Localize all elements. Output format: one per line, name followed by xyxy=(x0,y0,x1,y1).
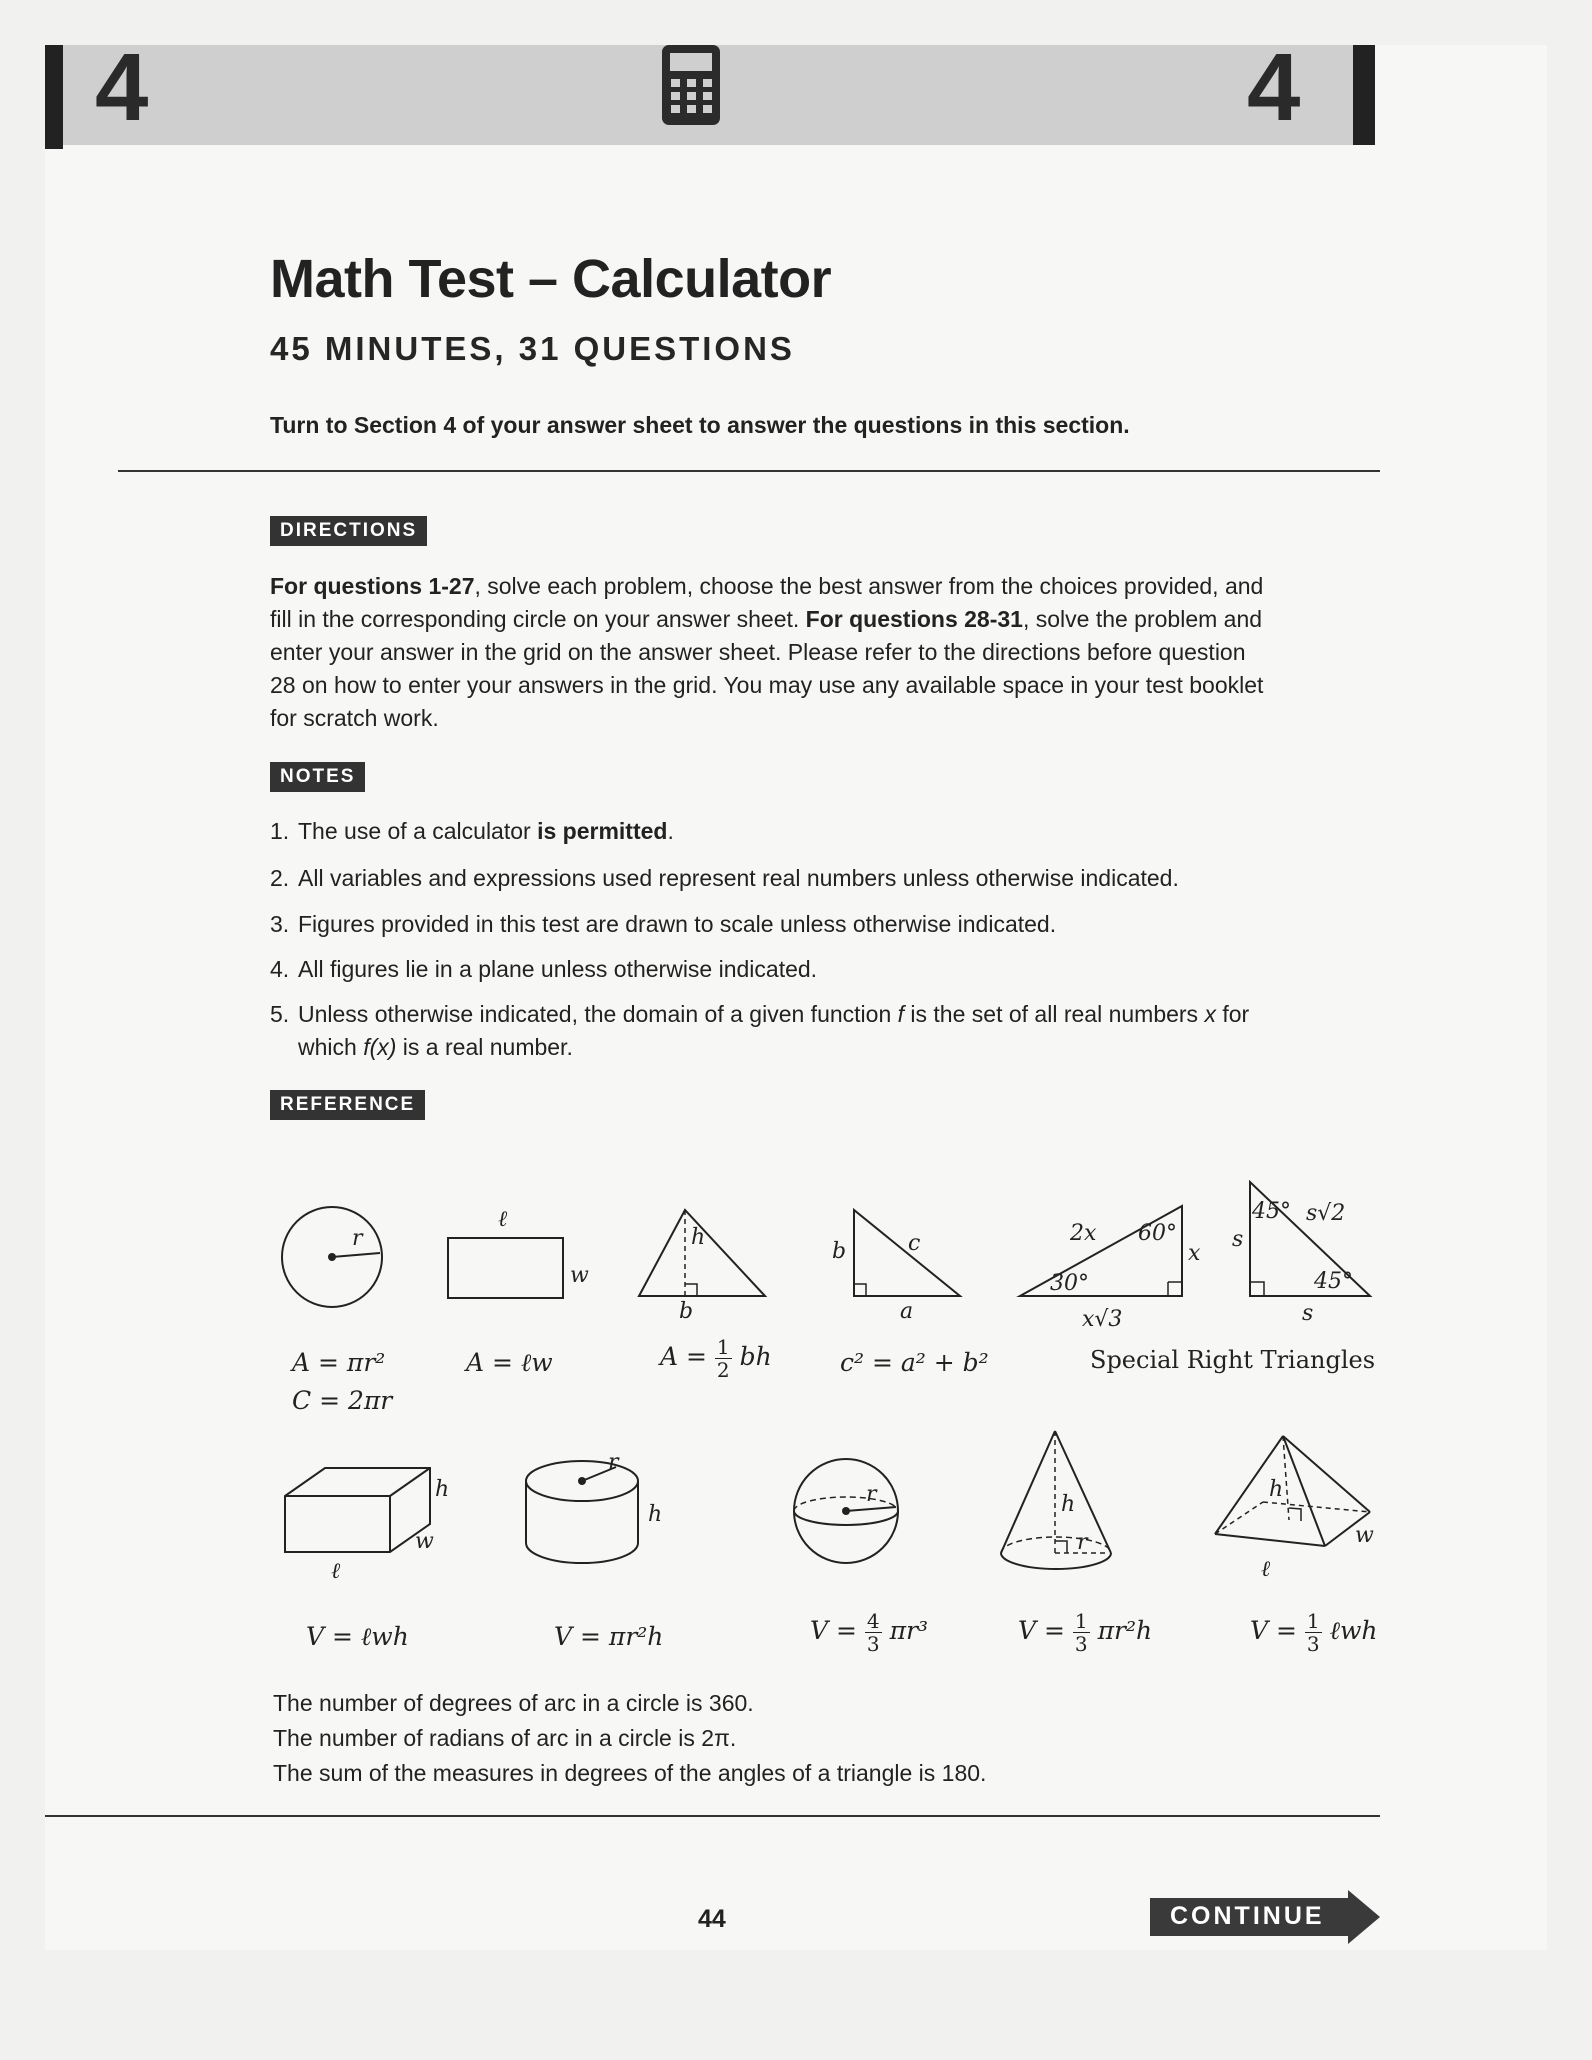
note-text: All variables and expressions used represent real numbers unless otherwise indicated. xyxy=(298,865,1179,891)
fraction-denominator: 2 xyxy=(716,1358,730,1382)
fraction-denominator: 3 xyxy=(1306,1632,1320,1656)
note-text: for xyxy=(1215,1001,1250,1027)
note-number: 5. xyxy=(270,1001,290,1027)
fraction-numerator: 1 xyxy=(1074,1609,1088,1633)
box-volume-formula: V = ℓwh xyxy=(306,1622,409,1651)
sphere-volume-formula xyxy=(810,1610,928,1655)
note-text: is the set of all real numbers xyxy=(904,1001,1205,1027)
label-2x: 2x xyxy=(1070,1221,1097,1246)
cylinder-volume-formula: V = πr²h xyxy=(554,1622,664,1651)
right-triangle-figure xyxy=(820,1200,980,1320)
note-1 xyxy=(270,815,1320,848)
note-number: 1. xyxy=(270,818,290,844)
note-italic: x xyxy=(1204,1001,1216,1027)
label-h: h xyxy=(435,1477,450,1502)
reference-label: REFERENCE xyxy=(270,1090,425,1120)
continue-label: CONTINUE xyxy=(1170,1902,1325,1930)
label-w: w xyxy=(415,1529,434,1554)
page-title: Math Test – Calculator xyxy=(270,249,832,309)
label-s-root2: s√2 xyxy=(1306,1201,1346,1226)
directions-label: DIRECTIONS xyxy=(270,516,427,546)
fraction xyxy=(865,1610,882,1655)
fraction-numerator: 1 xyxy=(716,1335,730,1359)
label-r: r xyxy=(352,1226,363,1251)
fact-radians: The number of radians of arc in a circle is 2π. xyxy=(273,1725,737,1751)
note-text: The use of a calculator xyxy=(298,818,538,844)
note-italic: f xyxy=(897,1001,905,1027)
circle-figure xyxy=(270,1195,400,1325)
note-text: is a real number. xyxy=(396,1034,573,1060)
sphere-figure xyxy=(790,1455,910,1575)
pyramid-volume-formula xyxy=(1250,1610,1378,1655)
note-number: 2. xyxy=(270,865,290,891)
directions-bold-1: For questions 1-27 xyxy=(270,573,475,599)
label-w: w xyxy=(1355,1523,1374,1548)
label-60-deg: 60° xyxy=(1138,1221,1177,1246)
label-h: h xyxy=(1061,1492,1076,1517)
label-l: ℓ xyxy=(498,1207,508,1232)
formula-lhs: V = xyxy=(1250,1616,1297,1645)
pyramid-figure xyxy=(1205,1430,1385,1580)
note-text: which xyxy=(298,1034,364,1060)
formula-lhs: A = xyxy=(660,1342,707,1371)
pythagorean-formula: c² = a² + b² xyxy=(840,1348,989,1377)
note-number: 3. xyxy=(270,911,290,937)
fraction-numerator: 1 xyxy=(1306,1609,1320,1633)
note-italic: f(x) xyxy=(363,1034,397,1060)
label-h: h xyxy=(1269,1477,1284,1502)
note-bold: is permitted xyxy=(537,818,668,844)
note-text: Unless otherwise indicated, the domain of a given function xyxy=(298,1001,898,1027)
label-b: b xyxy=(679,1299,694,1320)
header-bar-right xyxy=(1353,45,1375,145)
formula-lhs: V = xyxy=(1018,1616,1065,1645)
label-a: a xyxy=(900,1299,914,1320)
label-w: w xyxy=(570,1263,589,1288)
label-b: b xyxy=(832,1239,847,1264)
note-number: 4. xyxy=(270,956,290,982)
fraction-denominator: 3 xyxy=(1074,1632,1088,1656)
directions-text xyxy=(270,570,1270,735)
label-r: r xyxy=(1077,1530,1088,1555)
label-l: ℓ xyxy=(331,1559,341,1580)
rectangle-figure xyxy=(440,1200,600,1310)
directions-bold-2: For questions 28-31 xyxy=(805,606,1023,632)
note-text: . xyxy=(667,818,674,844)
note-text: All figures lie in a plane unless otherwise indicated. xyxy=(298,956,818,982)
cone-volume-formula xyxy=(1018,1610,1152,1655)
directions-text-1: , solve each problem, choose the best answer from the choices provided, and fill in the corresponding circle on your answer sheet. xyxy=(270,573,1264,632)
cylinder-figure xyxy=(520,1455,670,1575)
formula-rhs: πr³ xyxy=(889,1616,928,1645)
fraction xyxy=(1073,1610,1090,1655)
divider-bottom xyxy=(45,1815,1380,1817)
fact-degrees: The number of degrees of arc in a circle is 360. xyxy=(273,1690,754,1716)
formula-lhs: V = xyxy=(810,1616,857,1645)
section-number-left: 4 xyxy=(95,34,149,141)
calculator-icon xyxy=(660,45,724,127)
label-s-left: s xyxy=(1232,1227,1244,1252)
label-h: h xyxy=(648,1502,663,1527)
page-number: 44 xyxy=(698,1905,726,1933)
rectangle-area-formula: A = ℓw xyxy=(466,1348,553,1377)
label-l: ℓ xyxy=(1261,1557,1271,1580)
formula-rhs: πr²h xyxy=(1097,1616,1153,1645)
label-x-root3: x√3 xyxy=(1082,1307,1123,1330)
note-5 xyxy=(270,998,1320,1064)
fraction-numerator: 4 xyxy=(866,1609,880,1633)
directions-text-2: , solve the problem and enter your answer in the grid on the answer sheet. Please refer to the directions before question 28 on how to enter your answers in the grid. You may use any available space in your test booklet for scratch work. xyxy=(270,606,1264,731)
triangle-height-figure xyxy=(635,1200,775,1320)
label-s-bottom: s xyxy=(1302,1301,1314,1326)
fraction xyxy=(1305,1610,1322,1655)
fraction xyxy=(715,1336,732,1381)
label-x: x xyxy=(1188,1241,1201,1266)
special-triangles-caption: Special Right Triangles xyxy=(1090,1346,1376,1374)
page-subtitle: 45 MINUTES, 31 QUESTIONS xyxy=(270,330,795,367)
section-number-right: 4 xyxy=(1247,34,1301,141)
divider-top xyxy=(118,470,1380,472)
circle-circumference-formula: C = 2πr xyxy=(292,1386,393,1415)
formula-rhs: bh xyxy=(739,1342,772,1371)
header-bar-left xyxy=(45,45,63,149)
formula-rhs: ℓwh xyxy=(1329,1616,1378,1645)
note-2 xyxy=(270,862,1320,895)
box-figure xyxy=(275,1460,465,1580)
label-45-deg-top: 45° xyxy=(1252,1199,1291,1224)
note-4 xyxy=(270,953,1320,986)
triangle-area-formula xyxy=(660,1336,772,1381)
cone-figure xyxy=(995,1425,1125,1585)
label-c: c xyxy=(908,1231,921,1256)
answer-sheet-instruction: Turn to Section 4 of your answer sheet to answer the questions in this section. xyxy=(270,412,1130,438)
label-r: r xyxy=(608,1455,619,1475)
label-45-deg-bottom: 45° xyxy=(1314,1269,1353,1294)
circle-area-formula: A = πr² xyxy=(292,1348,386,1377)
label-30-deg: 30° xyxy=(1050,1271,1089,1296)
note-text: Figures provided in this test are drawn to scale unless otherwise indicated. xyxy=(298,911,1057,937)
label-h: h xyxy=(691,1225,706,1250)
notes-label: NOTES xyxy=(270,762,365,792)
label-r: r xyxy=(866,1482,877,1507)
fact-triangle-sum: The sum of the measures in degrees of the angles of a triangle is 180. xyxy=(273,1760,987,1786)
note-3 xyxy=(270,908,1320,941)
fraction-denominator: 3 xyxy=(866,1632,880,1656)
special-right-triangles-figure xyxy=(1010,1180,1380,1330)
